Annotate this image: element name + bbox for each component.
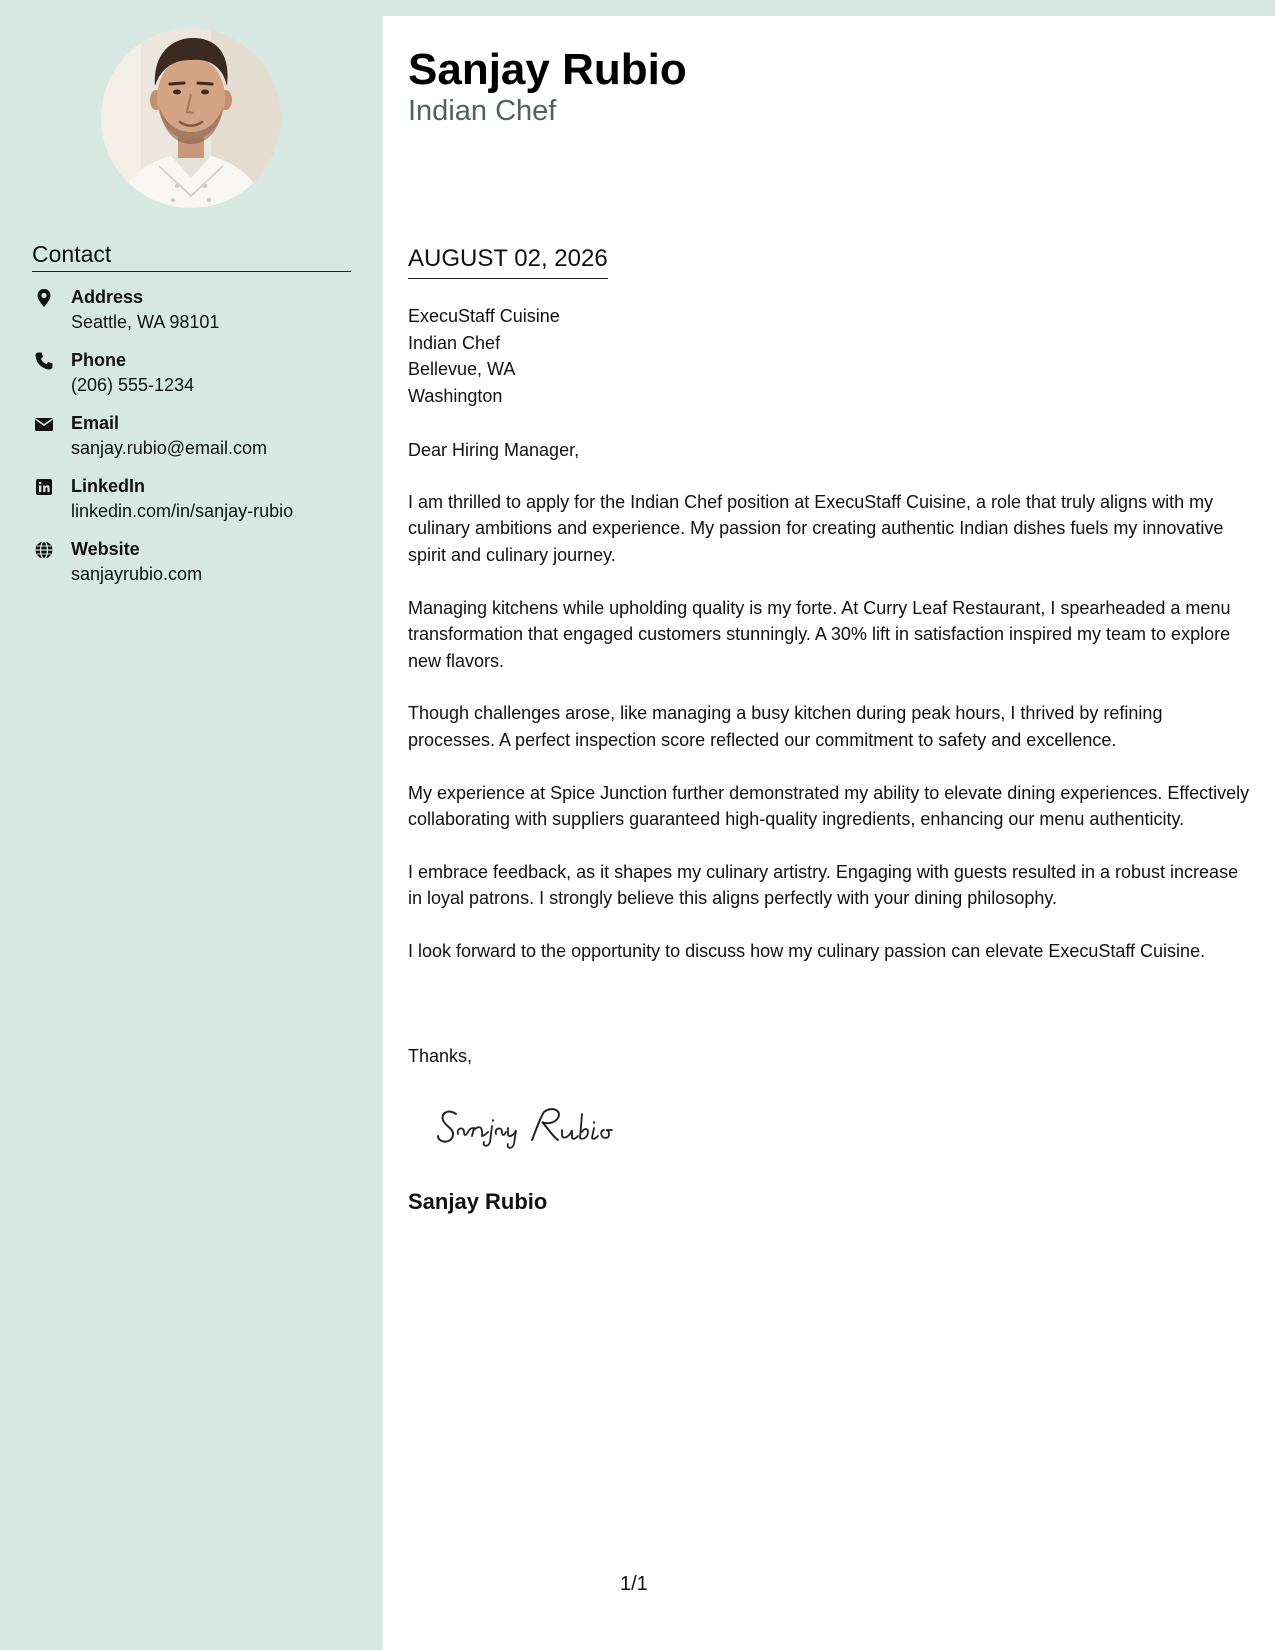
recipient-state: Washington <box>408 385 503 406</box>
contact-linkedin <box>32 475 372 538</box>
page-number: 1/1 <box>620 1573 648 1595</box>
contact-label: Address <box>71 287 144 307</box>
contact-label: Email <box>71 413 120 433</box>
phone-icon <box>34 351 54 371</box>
salutation: Dear Hiring Manager, <box>408 440 580 460</box>
contact-phone <box>32 349 372 412</box>
body-paragraph: Managing kitchens while upholding quality is my forte. At Curry Leaf Restaurant, I spearheaded a menu transformation that engaged customers stunningly. A 30% lift in satisfaction inspired my team to explore new flavors. <box>408 597 1231 671</box>
map-pin-icon <box>34 288 54 308</box>
website-value[interactable]: sanjayrubio.com <box>71 564 203 584</box>
contact-heading: Contact <box>32 240 351 272</box>
contact-label: Phone <box>71 350 127 370</box>
contact-label: Website <box>71 539 140 559</box>
applicant-name: Sanjay Rubio <box>408 45 687 94</box>
recipient-block <box>408 303 560 409</box>
recipient-position: Indian Chef <box>408 332 501 353</box>
linkedin-value[interactable]: linkedin.com/in/sanjay-rubio <box>71 501 294 521</box>
closing: Thanks, <box>408 1046 473 1066</box>
envelope-icon <box>34 414 54 434</box>
letter-body <box>408 489 1250 991</box>
sidebar <box>0 0 383 1650</box>
address-value: Seattle, WA 98101 <box>71 312 220 332</box>
body-paragraph: I look forward to the opportunity to discuss how my culinary passion can elevate ExecuStaff Cuisine. <box>408 941 1206 962</box>
signed-name: Sanjay Rubio <box>408 1189 548 1214</box>
body-paragraph: My experience at Spice Junction further demonstrated my ability to elevate dining experiences. Effectively collaborating with suppliers guaranteed high-quality ingredients, enhancing our menu authenticity. <box>408 782 1250 830</box>
body-paragraph: I am thrilled to apply for the Indian Chef position at ExecuStaff Cuisine, a role that truly aligns with my culinary ambitions and experience. My passion for creating authentic Indian dishes fuels my innovative spirit and culinary journey. <box>408 492 1224 565</box>
email-value[interactable]: sanjay.rubio@email.com <box>71 438 268 458</box>
contact-website <box>32 538 372 601</box>
letter-date: AUGUST 02, 2026 <box>408 244 608 279</box>
phone-value: (206) 555-1234 <box>71 375 195 395</box>
contact-address <box>32 286 372 349</box>
profile-photo <box>101 28 281 208</box>
body-paragraph: Though challenges arose, like managing a busy kitchen during peak hours, I thrived by refining processes. A perfect inspection score reflected our commitment to safety and excellence. <box>408 703 1163 750</box>
job-title: Indian Chef <box>408 95 557 127</box>
recipient-city: Bellevue, WA <box>408 359 516 379</box>
body-paragraph: I embrace feedback, as it shapes my culinary artistry. Engaging with guests resulted in a robust increase in loyal patrons. I strongly believe this aligns perfectly with your dining philosophy. <box>408 862 1239 909</box>
contact-label: LinkedIn <box>71 476 146 496</box>
handwritten-signature <box>436 1100 666 1154</box>
contact-email <box>32 412 372 475</box>
recipient-company: ExecuStaff Cuisine <box>408 306 560 326</box>
globe-icon <box>34 540 54 560</box>
contact-list <box>32 286 372 601</box>
linkedin-icon <box>34 477 54 497</box>
